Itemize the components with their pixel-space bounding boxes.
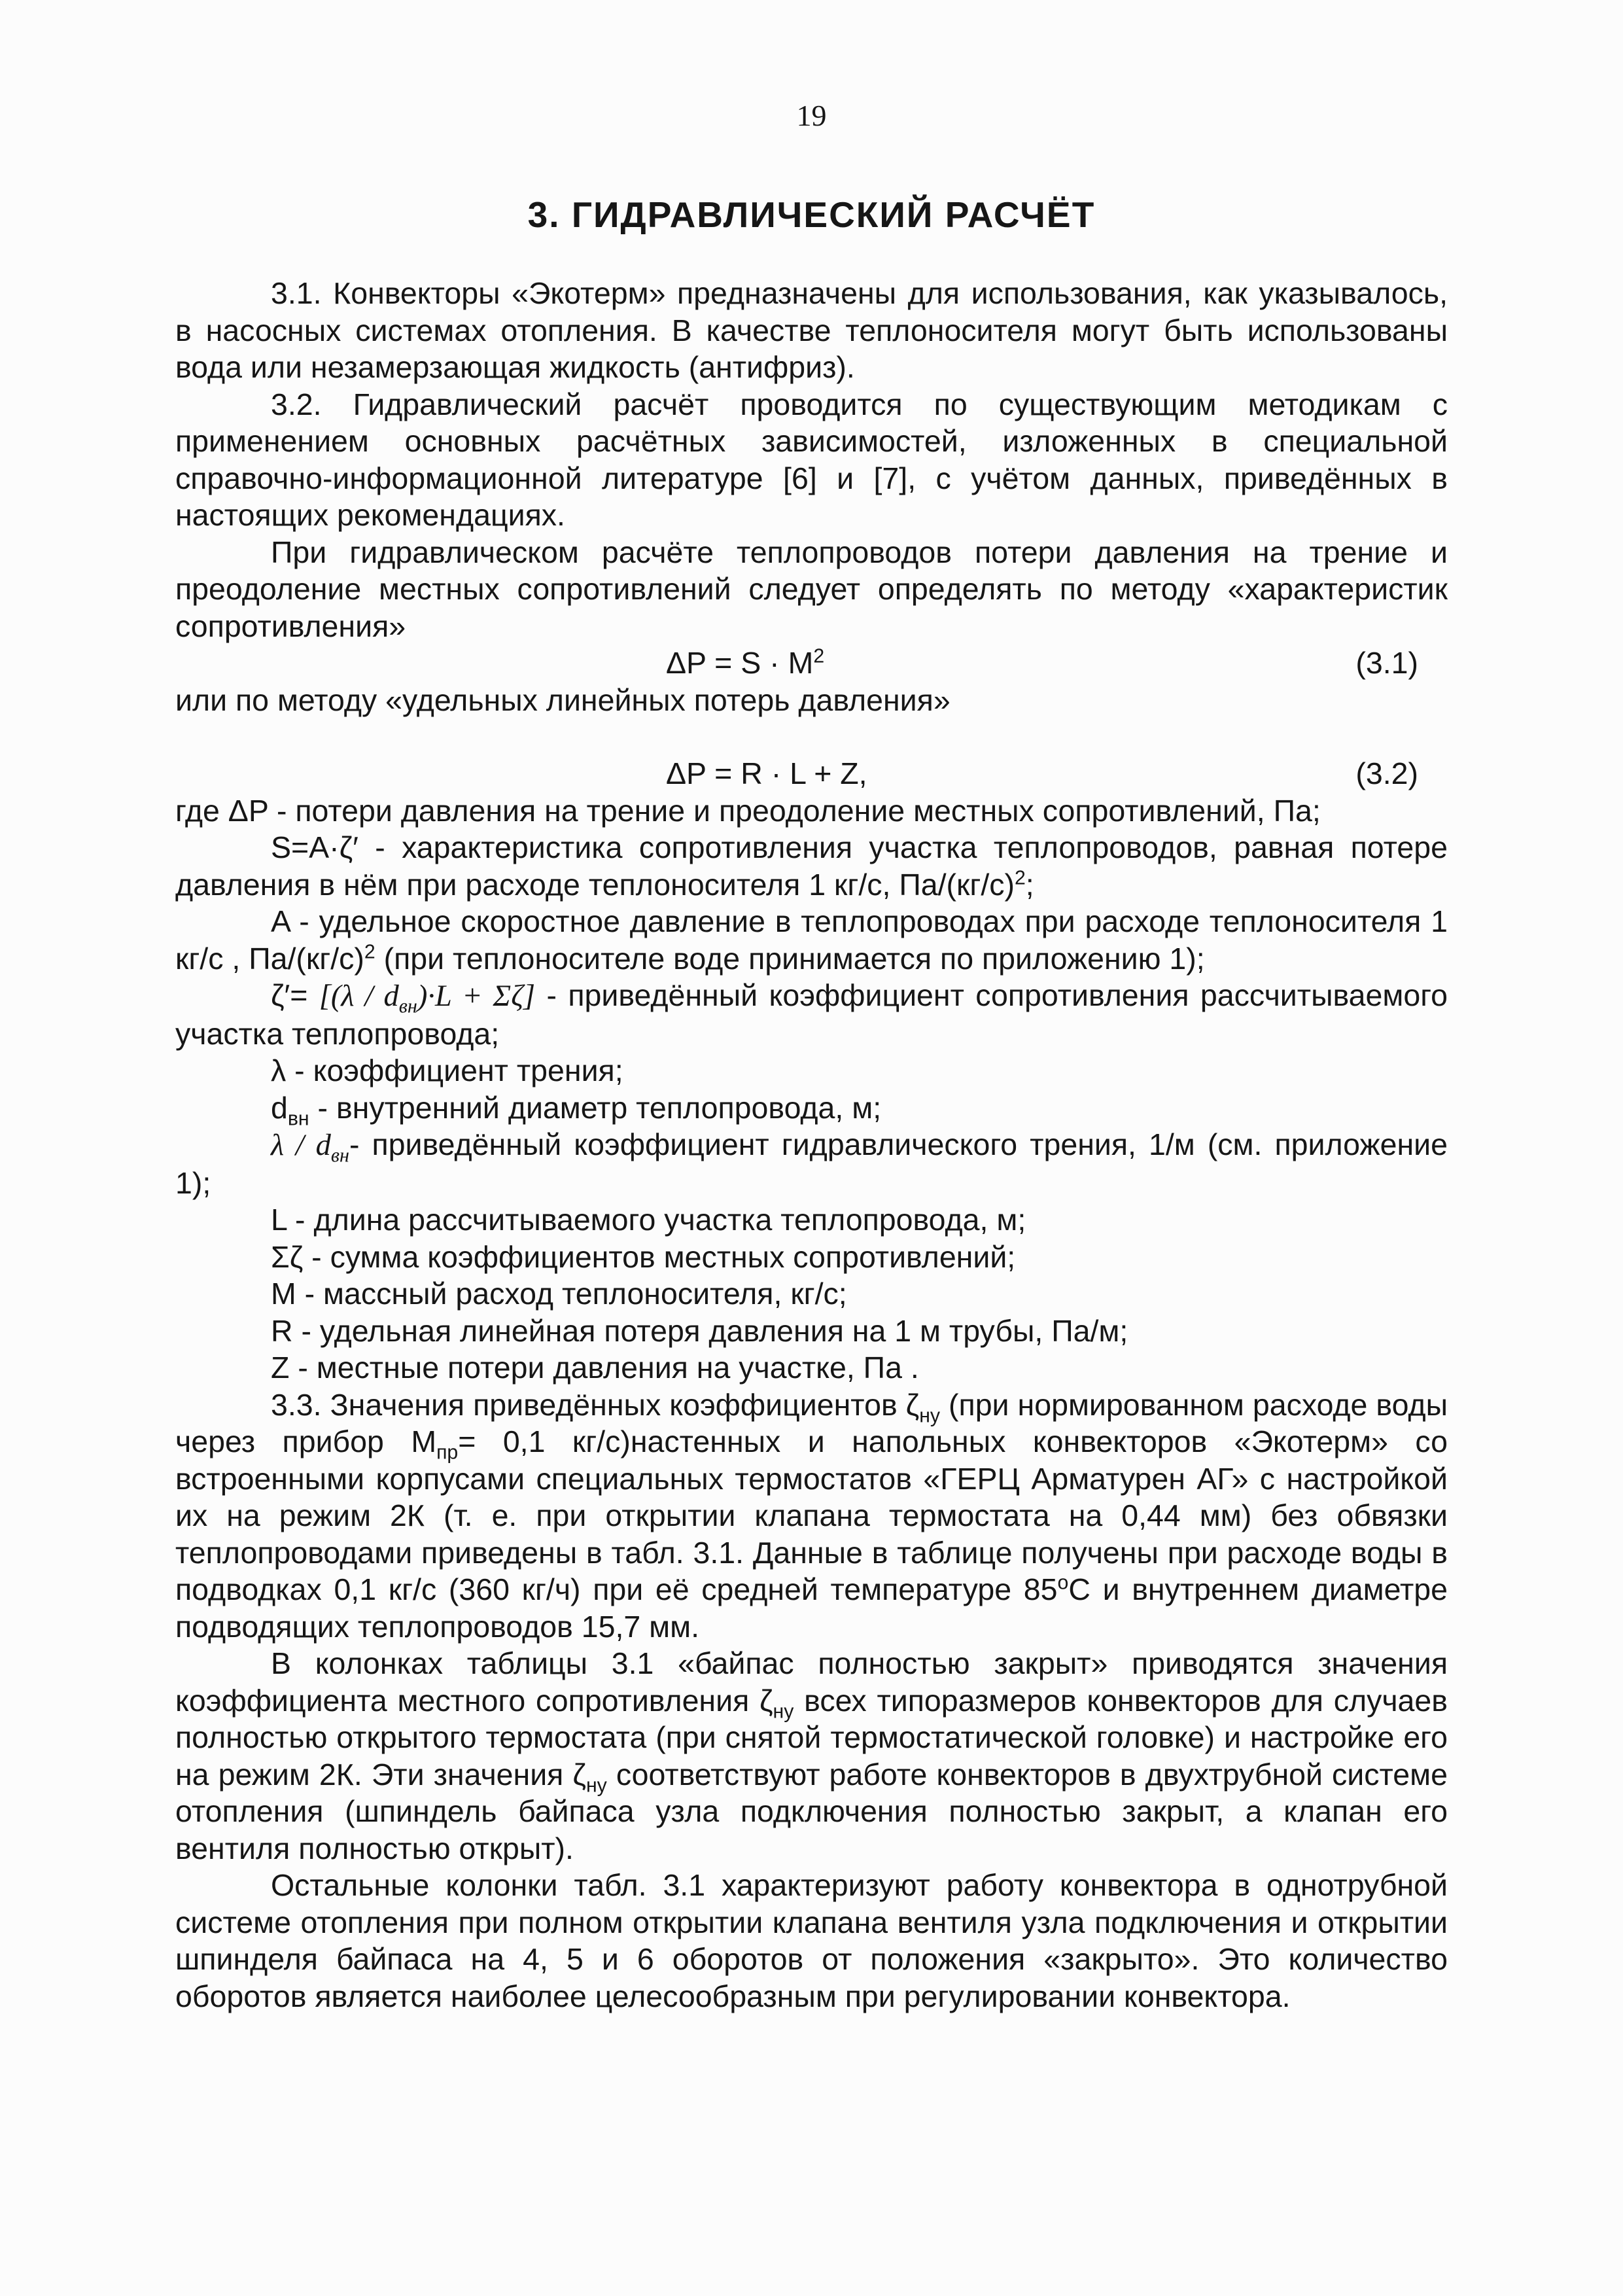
- formula-3-2: [175, 755, 1448, 792]
- body-text: [175, 275, 1448, 2015]
- definition-lambda: λ - коэффициент трения;: [271, 1053, 623, 1087]
- definition-lambda-d: λ / $d_{вн}-$ приведённый коэффициент гидравлического трения, 1/м (см. приложение 1);: [175, 1127, 1448, 1200]
- formula-3-2-number: (3.2): [1355, 756, 1418, 790]
- section-title: 3. ГИДРАВЛИЧЕСКИЙ РАСЧЁТ: [527, 194, 1096, 235]
- definition-zeta: $\zeta'= [(\lambda / d_{вн})\cdot L + \Sigma\zeta]$ - приведённый коэффициент сопротивления рассчитываемого участка теплопровода;: [175, 978, 1448, 1051]
- definition-l: L - длина рассчитываемого участка теплопровода, м;: [271, 1203, 1026, 1237]
- formula-3-2-expression: ΔP = R · L + Z,: [666, 756, 867, 790]
- definition-a: A - удельное скоростное давление в теплопроводах при расходе теплоносителя 1 кг/с , $Па/(кг/с)^2$ (при теплоносителе воде принимается по приложению 1);: [175, 904, 1448, 976]
- paragraph-3-2: 3.2. Гидравлический расчёт проводится по существующим методикам с применением основных расчётных зависимостей, изложенных в специальной справочно-информационной литературе [6] и [7], с учётом данных, приведённых в настоящих рекомендациях.: [175, 387, 1448, 532]
- definition-m: M - массный расход теплоносителя, кг/с;: [271, 1277, 847, 1311]
- definition-r: R - удельная линейная потеря давления на 1 м трубы, Па/м;: [271, 1313, 1128, 1348]
- definition-sum-zeta: Σζ - сумма коэффициентов местных сопротивлений;: [271, 1239, 1016, 1274]
- definition-dvn: $d_{вн}$ - внутренний диаметр теплопровода, м;: [271, 1090, 882, 1129]
- formula-3-1: [175, 645, 1448, 682]
- formula-3-1-expression: $\Delta P = S \cdot M^2$: [666, 645, 825, 680]
- zeta-formula: $[(\lambda / d_{вн})\cdot L + \Sigma\zeta]$: [319, 980, 536, 1017]
- formula-3-1-number: (3.1): [1355, 646, 1418, 680]
- definition-s: S=A·ζ′ - характеристика сопротивления участка теплопроводов, равная потере давления в нём при расходе теплоносителя 1 кг/с, $Па/(кг/с)^2$;: [175, 830, 1448, 902]
- paragraph-or: или по методу «удельных линейных потерь давления»: [175, 682, 951, 717]
- paragraph-3-3: 3.3. Значения приведённых коэффициентов $\zeta_{ну}$ (при нормированном расходе воды через прибор $M_{пр}= 0,1$ кг/с)настенных и напольных конвекторов «Экотерм» со встроенными корпусами специальных термостатов «ГЕРЦ Арматурен АГ» с настройкой их на режим 2К (т. е. при открытии клапана термостата на 0,44 мм) без обвязки теплопроводами приведены в табл. 3.1. Данные в таблице получены при расходе воды в подводках 0,1 кг/с (360 кг/ч) при её средней температуре 85$^o$С и внутреннем диаметре подводящих теплопроводов 15,7 мм.: [175, 1387, 1448, 1644]
- paragraph-method: При гидравлическом расчёте теплопроводов потери давления на трение и преодоление местных сопротивлений следует определять по методу «характеристик сопротивления»: [175, 535, 1448, 643]
- page-number: 19: [796, 99, 827, 132]
- definition-z: Z - местные потери давления на участке, Па .: [271, 1351, 919, 1385]
- paragraph-3-1: 3.1. Конвекторы «Экотерм» предназначены для использования, как указывалось, в насосных системах отопления. В качестве теплоносителя могут быть использованы вода или незамерзающая жидкость (антифриз).: [175, 276, 1448, 384]
- paragraph-columns: В колонках таблицы 3.1 «байпас полностью закрыт» приводятся значения коэффициента местного сопротивления $\zeta_{ну}$ всех типоразмеров конвекторов для случаев полностью открытого термостата (при снятой термостатической головке) и настройке его на режим 2К. Эти значения $\zeta_{ну}$ соответствуют работе конвекторов в двухтрубной системе отопления (шпиндель байпаса узла подключения полностью закрыт, а клапан его вентиля полностью открыт).: [175, 1646, 1448, 1865]
- paragraph-rest: Остальные колонки табл. 3.1 характеризуют работу конвектора в однотрубной системе отопления при полном открытии клапана вентиля узла подключения и открытии шпинделя байпаса на 4, 5 и 6 оборотов от положения «закрыто». Это количество оборотов является наиболее целесообразным при регулировании конвектора.: [175, 1868, 1448, 2013]
- definition-dp: где ΔP - потери давления на трение и преодоление местных сопротивлений, Па;: [175, 793, 1321, 828]
